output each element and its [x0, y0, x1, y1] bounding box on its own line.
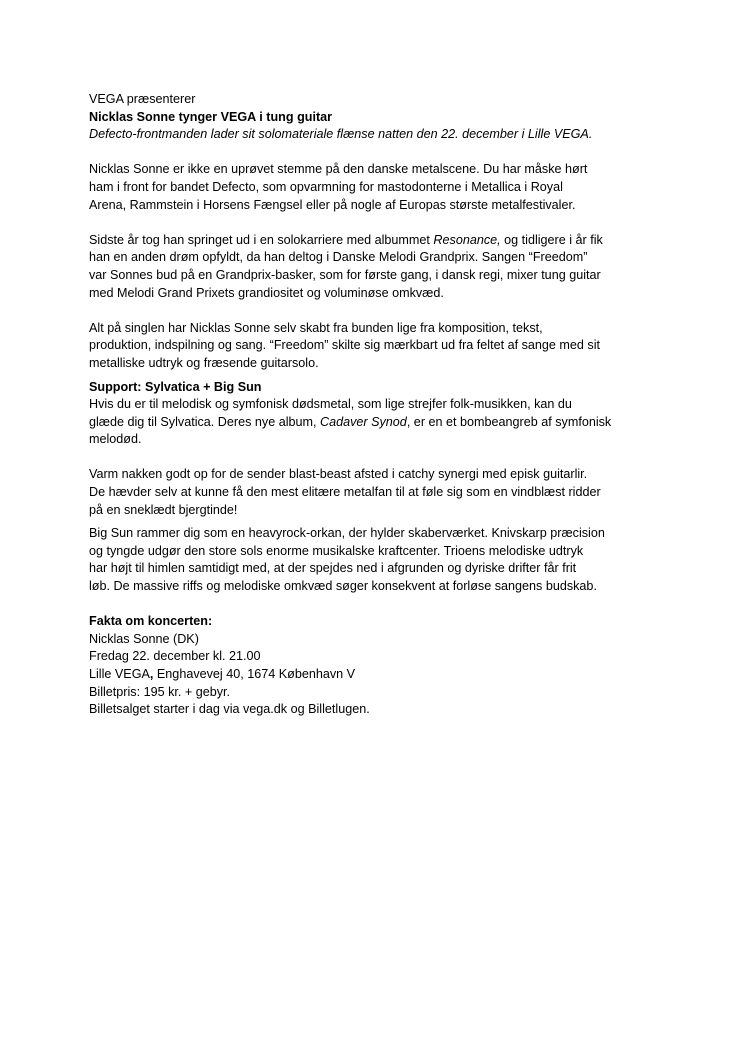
fact-price: Billetpris: 195 kr. + gebyr.: [89, 684, 231, 699]
text-run: Lille VEGA: [89, 667, 150, 681]
paragraph-line: De hævder selv at kunne få den mest elitære metalfan til at føle sig som en vindblæst ridder: [89, 485, 601, 500]
paragraph-line: ham i front for bandet Defecto, som opvarmning for mastodonterne i Metallica i Royal: [89, 179, 563, 194]
paragraph-line: melodød.: [89, 432, 142, 447]
text-run: , er en et bombeangreb af symfonisk: [406, 414, 612, 429]
presenter-line: VEGA præsenterer: [89, 92, 196, 106]
facts-heading: Fakta om koncerten:: [89, 614, 213, 629]
big-sun-paragraph: [89, 525, 669, 595]
paragraph-line: Arena, Rammstein i Horsens Fængsel eller på nogle af Europas største metalfestivaler.: [89, 197, 576, 212]
paragraph-line: Alt på singlen har Nicklas Sonne selv skabt fra bunden lige fra komposition, tekst,: [89, 320, 543, 335]
headline: Nicklas Sonne tynger VEGA i tung guitar: [89, 109, 333, 124]
paragraph-line: metalliske udtryk og fræsende guitarsolo.: [89, 355, 319, 370]
paragraph-line: løb. De massive riffs og melodiske omkvæd søger konsekvent at forløse sangens budskab.: [89, 579, 597, 594]
text-run: og tidligere i år fik: [500, 232, 603, 247]
sylvatica-paragraph: [89, 396, 669, 449]
paragraph-line: Nicklas Sonne er ikke en uprøvet stemme på den danske metalscene. Du har måske hørt: [89, 162, 588, 177]
press-release: [89, 91, 669, 719]
fact-date: Fredag 22. december kl. 21.00: [89, 649, 261, 664]
text-run: glæde dig til Sylvatica. Deres nye album,: [89, 414, 320, 429]
paragraph-line: Big Sun rammer dig som en heavyrock-orkan, der hylder skaberværket. Knivskarp præcision: [89, 526, 605, 541]
text-run: Sidste år tog han springet ud i en solokarriere med albummet: [89, 232, 434, 247]
facts-list: [89, 631, 669, 719]
subheadline: Defecto-frontmanden lader sit solomateriale flænse natten den 22. december i Lille VEGA.: [89, 127, 593, 142]
paragraph-line: han en anden drøm opfyldt, da han deltog i Danske Melodi Grandprix. Sangen “Freedom”: [89, 250, 588, 265]
fact-ticket-sale: Billetsalget starter i dag via vega.dk og Billetlugen.: [89, 702, 370, 717]
paragraph-line: med Melodi Grand Prixets grandiositet og voluminøse omkvæd.: [89, 285, 444, 300]
intro-paragraph: [89, 161, 669, 214]
paragraph-line: har højt til himlen samtidigt med, at der spejdes ned i afgrunden og dyriske drifter får frit: [89, 561, 577, 576]
paragraph-line: på en sneklædt bjergtinde!: [89, 502, 238, 517]
paragraph-line: produktion, indspilning og sang. “Freedom” skilte sig mærkbart ud fra feltet af sange med sit: [89, 338, 600, 353]
paragraph-line: var Sonnes bud på en Grandprix-basker, som for første gang, i dansk regi, mixer tung guitar: [89, 267, 601, 282]
fact-artist: Nicklas Sonne (DK): [89, 631, 199, 646]
album-title-cadaver-synod: Cadaver Synod: [320, 414, 407, 429]
support-heading: Support: Sylvatica + Big Sun: [89, 379, 262, 394]
paragraph-line: Hvis du er til melodisk og symfonisk dødsmetal, som lige strejfer folk-musikken, kan du: [89, 397, 572, 412]
text-run: ,: [149, 667, 154, 681]
career-paragraph: [89, 232, 669, 302]
album-title-resonance: Resonance,: [433, 232, 501, 247]
text-run: Enghavevej 40, 1674 København V: [153, 667, 356, 681]
paragraph-line: [89, 232, 669, 250]
single-paragraph: [89, 320, 669, 373]
paragraph-line: Varm nakken godt op for de sender blast-beast afsted i catchy synergi med episk guitarlir.: [89, 467, 588, 482]
paragraph-line: [89, 414, 669, 432]
fact-venue: [89, 666, 669, 684]
sylvatica-paragraph-2: [89, 466, 669, 519]
paragraph-line: og tyngde udgør den store sols enorme musikalske kraftcenter. Trioens melodiske udtryk: [89, 543, 584, 558]
